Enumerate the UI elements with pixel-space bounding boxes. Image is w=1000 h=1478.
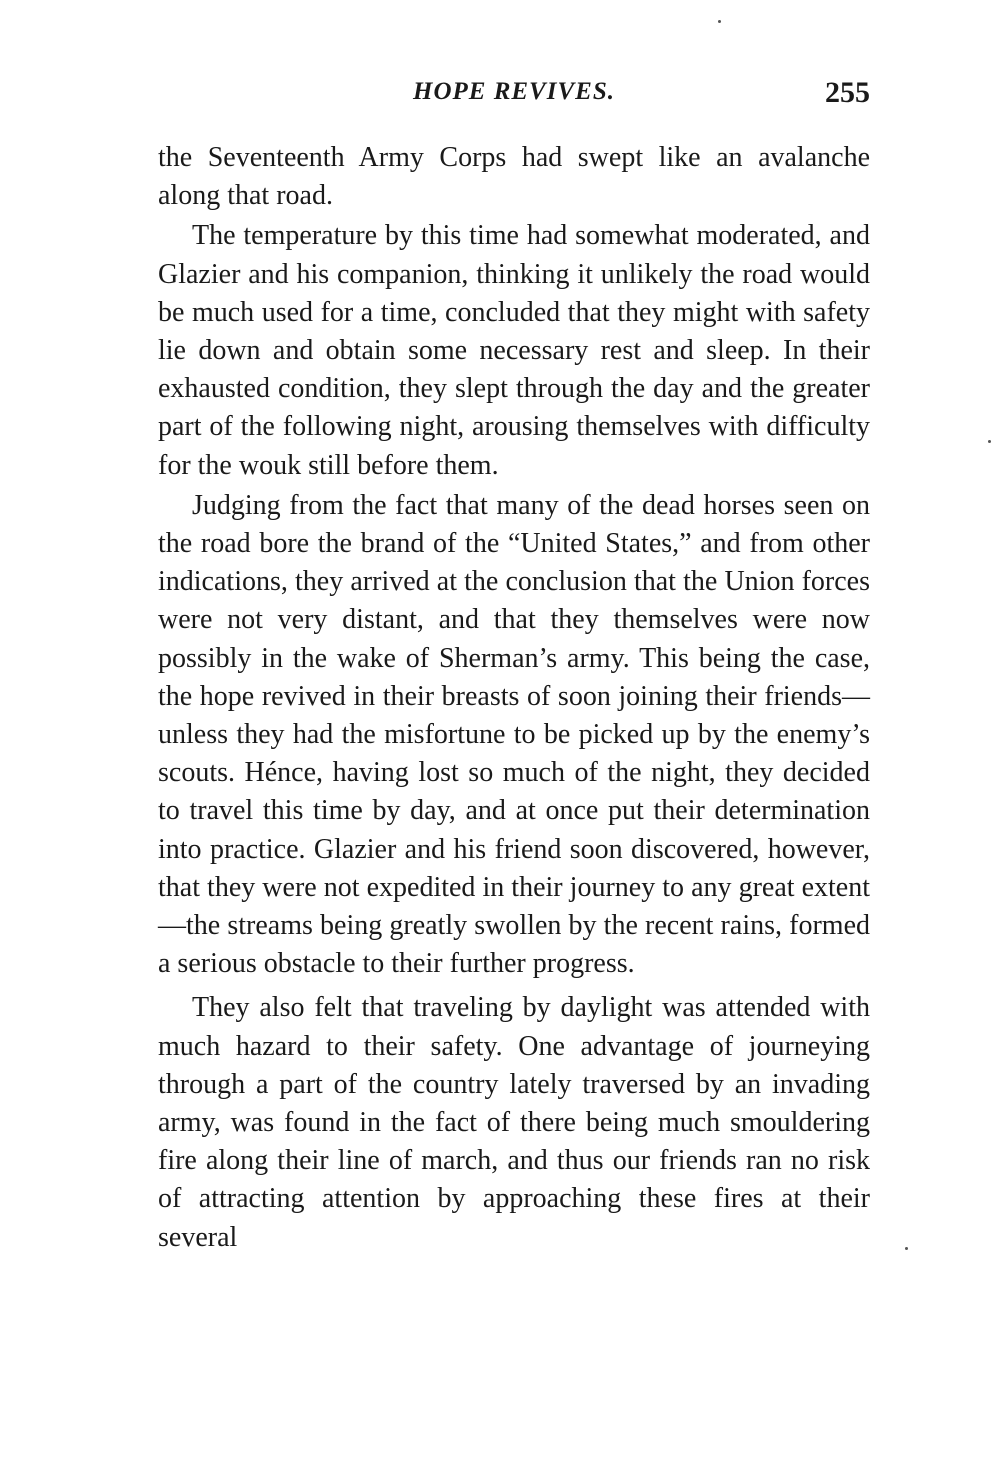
page-number: 255 xyxy=(825,76,870,109)
paragraph-dead-horses: Judging from the fact that many of the dead horses seen on the road bore the brand of the “United States,” and from other indications, they arrived at the conclusion that the Union forces were not very distant, and that they themselves were now possibly in the wake of Sherman’s army. This being the case, the hope revived in their breasts of soon joining their friends—unless they had the misfortune to be picked up by the enemy’s scouts. Hénce, having lost so much of the night, they decided to travel this time by day, and at once put their determination into practice. Glazier and his friend soon discovered, however, that they were not expedited in their journey to any great extent—the streams being greatly swollen by the recent rains, formed a serious obstacle to their further progress. xyxy=(158,489,870,980)
paper-speck xyxy=(905,1247,908,1250)
body-text xyxy=(158,139,870,1257)
paragraph-continuation: the Seventeenth Army Corps had swept like an avalanche along that road. xyxy=(158,142,870,212)
paragraph-daylight: They also felt that traveling by daylight was attended with much hazard to their safety. One advantage of journeying through a part of the country lately traversed by an invading army, was found in the fact of there being much smouldering fire along their line of march, and thus our friends ran no risk of attracting attention by approaching these fires at their several xyxy=(158,992,870,1253)
paper-speck xyxy=(718,20,721,23)
paragraph-temperature: The temperature by this time had somewhat moderated, and Glazier and his companion, thinking it unlikely the road would be much used for a time, concluded that they might with safety lie down and obtain some necessary rest and sleep. In their exhausted condition, they slept through the day and the greater part of the following night, arousing themselves with difficulty for the wouk still before them. xyxy=(158,220,870,481)
paper-speck xyxy=(988,440,991,443)
running-head xyxy=(158,78,870,118)
running-title: HOPE REVIVES. xyxy=(413,78,615,105)
